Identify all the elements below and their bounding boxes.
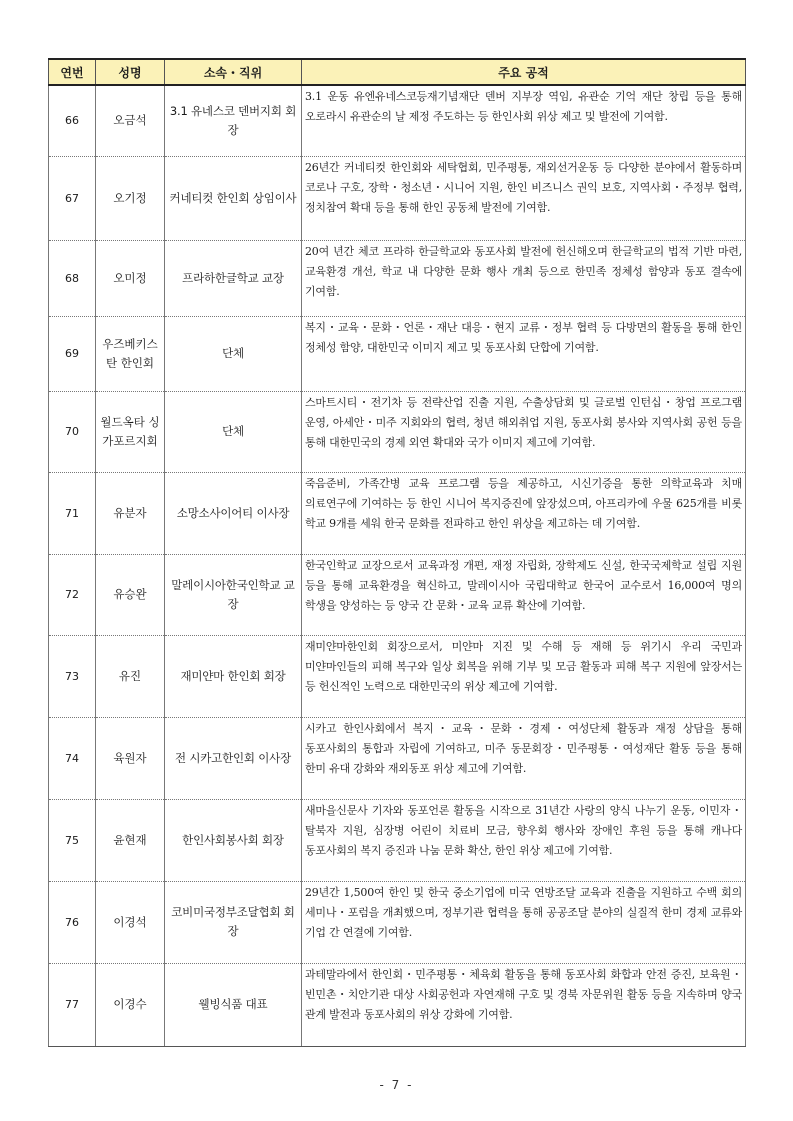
page-number: - 7 - — [379, 1078, 414, 1092]
row-no: 69 — [49, 316, 96, 391]
row-name: 유분자 — [96, 472, 165, 554]
row-name: 우즈베키스탄 한인회 — [96, 316, 165, 391]
table-row — [49, 635, 746, 717]
row-affiliation: 프라하한글학교 교장 — [165, 240, 302, 316]
table-row — [49, 881, 746, 963]
table-body — [49, 85, 746, 1046]
row-name: 윤현재 — [96, 799, 165, 881]
row-affiliation: 웰빙식품 대표 — [165, 963, 302, 1046]
row-affiliation: 코비미국정부조달협회 회장 — [165, 881, 302, 963]
row-no: 73 — [49, 635, 96, 717]
row-merit: 과테말라에서 한인회・민주평통・체육회 활동을 통해 동포사회 화합과 안전 증진, 보육원・빈민촌・치안기관 대상 사회공헌과 자연재해 구호 및 경북 자문위원 활동 등을 지속하며 양국 관계 발전과 동포사회의 위상 강화에 기여함. — [302, 963, 746, 1046]
row-merit: 복지・교육・문화・언론・재난 대응・현지 교류・정부 협력 등 다방면의 활동을 통해 한인 정체성 함양, 대한민국 이미지 제고 및 동포사회 단합에 기여함. — [302, 316, 746, 391]
row-affiliation: 전 시카고한인회 이사장 — [165, 717, 302, 799]
table-header — [49, 59, 746, 85]
table-row — [49, 316, 746, 391]
row-name: 이경수 — [96, 963, 165, 1046]
header-affiliation: 소속・직위 — [165, 59, 302, 85]
table-row — [49, 554, 746, 635]
row-no: 68 — [49, 240, 96, 316]
table-row — [49, 963, 746, 1046]
row-no: 74 — [49, 717, 96, 799]
row-no: 72 — [49, 554, 96, 635]
row-affiliation: 소망소사이어티 이사장 — [165, 472, 302, 554]
row-affiliation: 한인사회봉사회 회장 — [165, 799, 302, 881]
row-name: 유승완 — [96, 554, 165, 635]
row-affiliation: 단체 — [165, 316, 302, 391]
row-merit: 죽음준비, 가족간병 교육 프로그램 등을 제공하고, 시신기증을 통한 의학교육과 치매 의료연구에 기여하는 등 한인 시니어 복지증진에 앞장섰으며, 아프리카에 우물 625개를 비롯 학교 9개를 세워 한국 문화를 전파하고 한인 위상을 제고하는 데 기여함. — [302, 472, 746, 554]
row-affiliation: 재미얀마 한인회 회장 — [165, 635, 302, 717]
header-name: 성명 — [96, 59, 165, 85]
row-merit: 시카고 한인사회에서 복지・교육・문화・경제・여성단체 활동과 재정 상담을 통해 동포사회의 통합과 자립에 기여하고, 미주 동문회장・민주평통・여성재단 활동 등을 통해 한미 유대 강화와 재외동포 위상 제고에 기여함. — [302, 717, 746, 799]
row-no: 77 — [49, 963, 96, 1046]
row-name: 유진 — [96, 635, 165, 717]
row-merit: 스마트시티・전기차 등 전략산업 진출 지원, 수출상담회 및 글로벌 인턴십・창업 프로그램 운영, 아세안・미주 지회와의 협력, 청년 해외취업 지원, 동포사회 봉사와 지역사회 공헌 등을 통해 대한민국의 경제 외연 확대와 국가 이미지 제고에 기여함. — [302, 391, 746, 472]
row-no: 66 — [49, 85, 96, 156]
row-merit: 새마을신문사 기자와 동포언론 활동을 시작으로 31년간 사랑의 양식 나누기 운동, 이민자・탈북자 지원, 심장병 어린이 치료비 모금, 향우회 행사와 장애인 후원 등을 통해 캐나다 동포사회의 복지 증진과 나눔 문화 확산, 한인 위상 제고에 기여함. — [302, 799, 746, 881]
row-affiliation: 커네티컷 한인회 상임이사 — [165, 156, 302, 240]
table-row — [49, 240, 746, 316]
row-name: 월드옥타 싱가포르지회 — [96, 391, 165, 472]
row-name: 오미정 — [96, 240, 165, 316]
row-merit: 20여 년간 체코 프라하 한글학교와 동포사회 발전에 헌신해오며 한글학교의 법적 기반 마련, 교육환경 개선, 학교 내 다양한 문화 행사 개최 등으로 한민족 정체성 함양과 동포 결속에 기여함. — [302, 240, 746, 316]
row-name: 이경석 — [96, 881, 165, 963]
table-row — [49, 472, 746, 554]
table-row — [49, 391, 746, 472]
row-affiliation: 말레이시아한국인학교 교장 — [165, 554, 302, 635]
header-merit: 주요 공적 — [302, 59, 746, 85]
row-merit: 한국인학교 교장으로서 교육과정 개편, 재정 자립화, 장학제도 신설, 한국국제학교 설립 지원 등을 통해 교육환경을 혁신하고, 말레이시아 국립대학교 한국어 교수로서 16,000여 명의 학생을 양성하는 등 양국 간 문화・교육 교류 확산에 기여함. — [302, 554, 746, 635]
row-merit: 26년간 커네티컷 한인회와 세탁협회, 민주평통, 재외선거운동 등 다양한 분야에서 활동하며 코로나 구호, 장학・청소년・시니어 지원, 한인 비즈니스 권익 보호, 지역사회・주정부 협력, 정치참여 확대 등을 통해 한인 공동체 발전에 기여함. — [302, 156, 746, 240]
awards-table — [48, 58, 746, 1047]
row-name: 오금석 — [96, 85, 165, 156]
row-no: 67 — [49, 156, 96, 240]
row-name: 오기정 — [96, 156, 165, 240]
row-affiliation: 단체 — [165, 391, 302, 472]
row-no: 70 — [49, 391, 96, 472]
row-merit: 29년간 1,500여 한인 및 한국 중소기업에 미국 연방조달 교육과 진출을 지원하고 수백 회의 세미나・포럼을 개최했으며, 정부기관 협력을 통해 공공조달 분야의 실질적 한미 경제 교류와 기업 간 연결에 기여함. — [302, 881, 746, 963]
row-name: 육원자 — [96, 717, 165, 799]
header-no: 연번 — [49, 59, 96, 85]
row-no: 75 — [49, 799, 96, 881]
table-row — [49, 799, 746, 881]
row-no: 71 — [49, 472, 96, 554]
table-row — [49, 156, 746, 240]
row-affiliation: 3.1 유네스코 덴버지회 회장 — [165, 85, 302, 156]
table-row — [49, 85, 746, 156]
row-merit: 3.1 운동 유엔유네스코등재기념재단 덴버 지부장 역임, 유관순 기억 재단 창립 등을 통해 오로라시 유관순의 날 제정 주도하는 등 한인사회 위상 제고 및 발전에 기여함. — [302, 85, 746, 156]
row-no: 76 — [49, 881, 96, 963]
table-row — [49, 717, 746, 799]
row-merit: 재미얀마한인회 회장으로서, 미얀마 지진 및 수해 등 재해 등 위기시 우리 국민과 미얀마인들의 피해 복구와 일상 회복을 위해 기부 및 모금 활동과 피해 복구 지원에 앞장서는 등 헌신적인 노력으로 대한민국의 위상 제고에 기여함. — [302, 635, 746, 717]
